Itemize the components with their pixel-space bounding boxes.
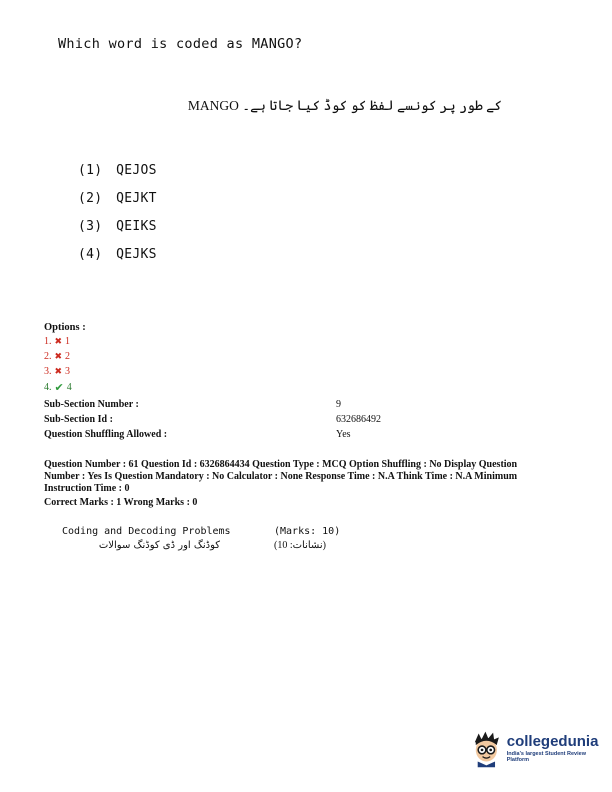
choice-number: (1) xyxy=(78,163,103,178)
choice-number: (3) xyxy=(78,219,103,234)
option-index: 1. xyxy=(44,336,52,347)
choice-text: QEJKT xyxy=(116,191,157,206)
section-marks-english: (Marks: 10) xyxy=(274,526,341,537)
check-icon: ✔ xyxy=(54,381,64,394)
options-heading: Options : xyxy=(44,322,86,333)
option-value: 3 xyxy=(65,366,71,377)
question-text-urdu: MANGO کے طور پر کونسے لفظ کو کوڈ کیا جاتا ہے۔ xyxy=(187,98,502,113)
choice-text: QEJOS xyxy=(116,163,157,178)
section-marks-urdu: (نشانات: 10) xyxy=(274,540,326,551)
choice-2 xyxy=(78,191,157,206)
option-value: 4 xyxy=(66,382,72,393)
option-value: 1 xyxy=(65,336,71,347)
choice-1 xyxy=(78,163,157,178)
wrong-icon: ✖ xyxy=(54,366,63,377)
shuffling-label: Question Shuffling Allowed : xyxy=(44,429,168,440)
choice-text: QEJKS xyxy=(116,247,157,262)
question-info-line-2: Number : Yes Is Question Mandatory : No Calculator : None Response Time : N.A Think Time : N.A Minimum xyxy=(44,471,518,482)
sub-section-number-label: Sub-Section Number : xyxy=(44,399,139,410)
option-index: 3. xyxy=(44,366,52,377)
sub-section-number-value: 9 xyxy=(336,399,341,410)
sub-section-id-label: Sub-Section Id : xyxy=(44,414,113,425)
choice-number: (4) xyxy=(78,247,103,262)
choice-3 xyxy=(78,219,157,234)
shuffling-value: Yes xyxy=(336,429,351,440)
choice-4 xyxy=(78,247,157,262)
logo-tagline: India's largest Student Review Platform xyxy=(506,750,586,763)
option-value: 2 xyxy=(65,351,71,362)
collegedunia-logo xyxy=(470,724,606,772)
option-index: 2. xyxy=(44,351,52,362)
section-title-urdu: کوڈنگ اور ڈی کوڈنگ سوالات xyxy=(98,540,220,551)
question-text-english: Which word is coded as MANGO? xyxy=(58,36,303,52)
wrong-icon: ✖ xyxy=(54,336,63,347)
question-info-line-1: Question Number : 61 Question Id : 6326864434 Question Type : MCQ Option Shuffling : No Display Question xyxy=(44,459,518,470)
option-row-3 xyxy=(44,366,70,377)
option-row-1 xyxy=(44,336,70,347)
option-index: 4. xyxy=(44,382,52,393)
marks-info: Correct Marks : 1 Wrong Marks : 0 xyxy=(44,497,198,508)
section-title-english: Coding and Decoding Problems xyxy=(62,526,231,537)
question-info-line-3: Instruction Time : 0 xyxy=(44,483,130,494)
logo-wordmark: collegedunia xyxy=(506,732,599,750)
choice-text: QEIKS xyxy=(116,219,157,234)
mascot-icon xyxy=(470,728,503,768)
wrong-icon: ✖ xyxy=(54,351,63,362)
choice-number: (2) xyxy=(78,191,103,206)
sub-section-id-value: 632686492 xyxy=(336,414,381,425)
option-row-4 xyxy=(44,381,72,394)
option-row-2 xyxy=(44,351,70,362)
